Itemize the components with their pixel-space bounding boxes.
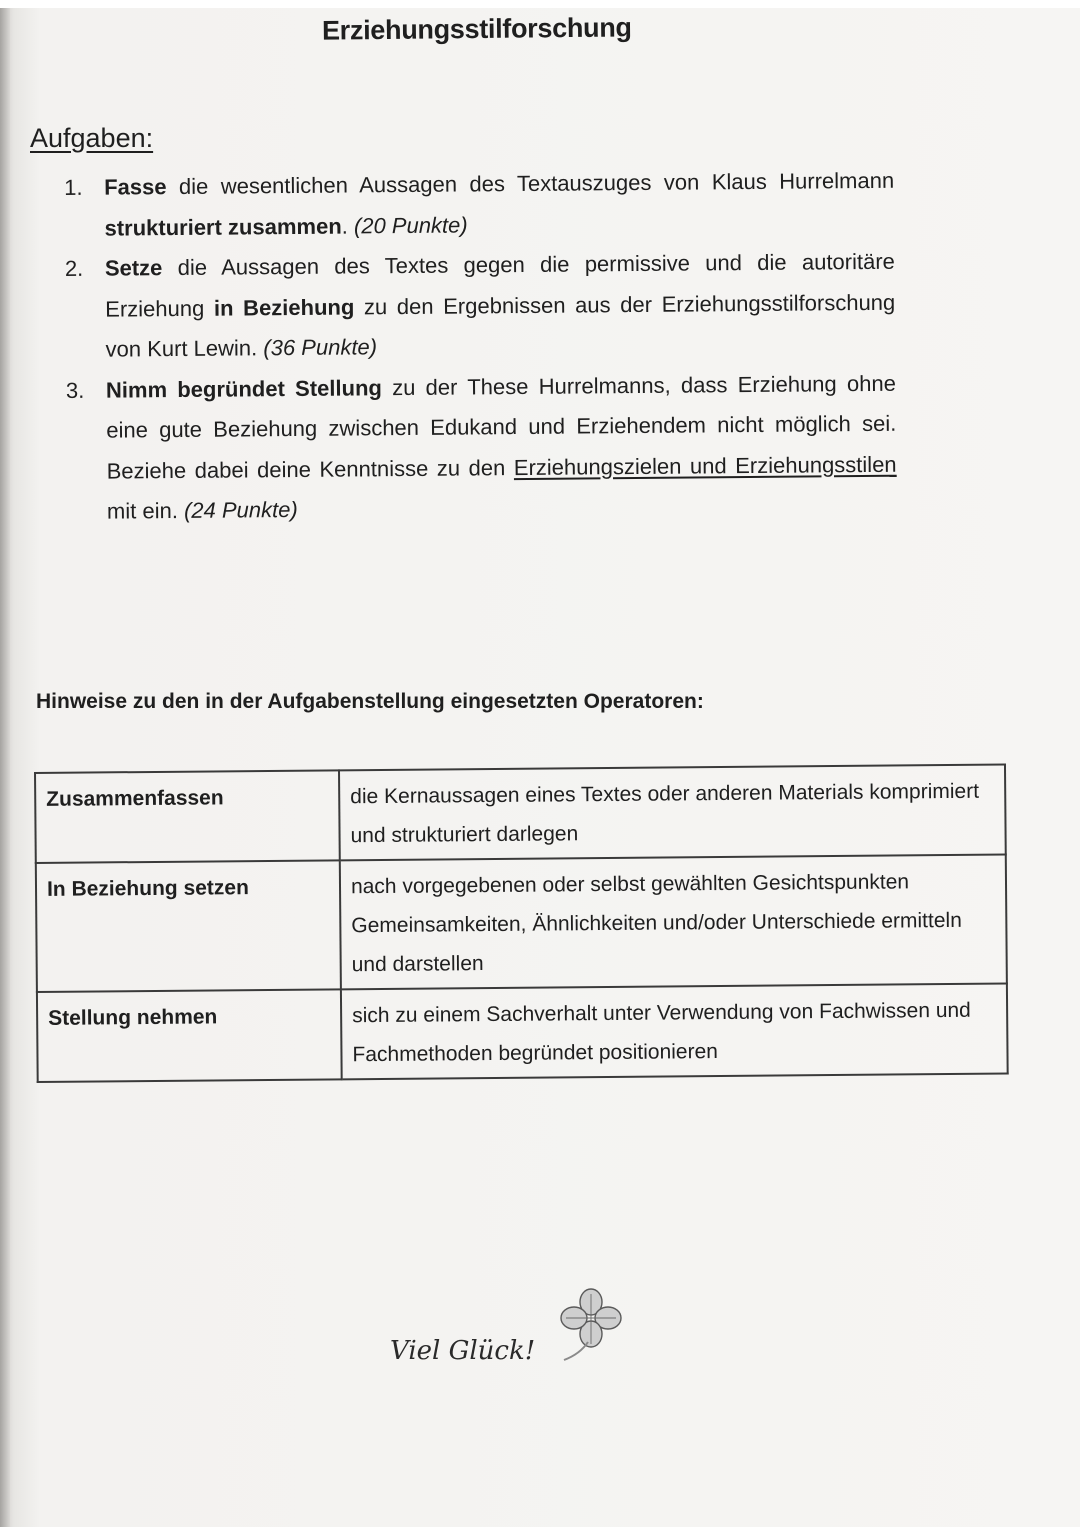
underlined-text: Erziehungszielen und Erziehungsstilen — [513, 451, 897, 480]
four-leaf-clover-icon — [558, 1286, 624, 1366]
closing-text: Viel Glück! — [390, 1336, 536, 1366]
operator-bold: Setze — [104, 255, 163, 281]
task-list — [64, 161, 897, 533]
task-text-segment: mit ein. — [106, 497, 185, 524]
task-number: 3. — [65, 377, 85, 403]
task-number: 1. — [64, 174, 83, 200]
operator-cell: Stellung nehmen — [37, 989, 342, 1082]
tasks-heading: Aufgaben: — [30, 123, 154, 153]
document-title: Erziehungsstilforschung — [321, 12, 632, 46]
operator-bold: strukturiert zusammen — [104, 213, 342, 241]
points-label: (36 Punkte) — [263, 334, 378, 361]
task-text-segment: die Aussagen des Textes gegen die permissive und die autoritäre Erziehung — [105, 248, 895, 322]
task-number: 2. — [64, 255, 84, 281]
task-text — [106, 363, 897, 532]
operator-bold: in Beziehung — [213, 293, 355, 321]
operators-table — [34, 764, 1009, 1083]
table-row — [35, 765, 1006, 863]
task-text — [104, 161, 895, 249]
task-text-segment: zu den Ergebnissen aus der Erziehungsstilforschung von Kurt Lewin. — [105, 289, 896, 362]
task-item-2 — [65, 242, 896, 371]
task-text-segment: die wesentlichen Aussagen des Textauszuges von Klaus Hurrelmann — [166, 167, 895, 200]
operator-cell: Zusammenfassen — [35, 770, 340, 863]
task-text-segment: zu der These Hurrelmanns, dass Erziehung ohne eine gute Beziehung zwischen Edukand und Erziehendem nicht möglich sei. Beziehe dabei deine Kenntnisse zu den — [106, 370, 897, 484]
task-text — [105, 242, 896, 370]
table-row — [37, 984, 1008, 1082]
operators-heading: Hinweise zu den in der Aufgabenstellung eingesetzten Operatoren: — [36, 690, 704, 713]
operator-bold: Fasse — [104, 174, 167, 200]
definition-cell: sich zu einem Sachverhalt unter Verwendung von Fachwissen und Fachmethoden begründet positionieren — [341, 984, 1008, 1080]
definition-cell: nach vorgegebenen oder selbst gewählten Gesichtspunkten Gemeinsamkeiten, Ähnlichkeiten und/oder Unterschiede ermitteln und darstellen — [340, 855, 1007, 990]
task-item-1 — [64, 161, 895, 249]
definition-cell: die Kernaussagen eines Textes oder anderen Materials komprimiert und strukturiert darlegen — [339, 765, 1006, 861]
operator-cell: In Beziehung setzen — [36, 860, 341, 992]
points-label: (24 Punkte) — [183, 496, 298, 523]
operator-bold: Nimm begründet Stellung — [105, 374, 382, 403]
task-text-segment: . — [341, 212, 355, 239]
scan-shadow — [0, 0, 10, 1527]
scan-edge — [0, 0, 1080, 8]
points-label: (20 Punkte) — [353, 211, 468, 238]
table-row — [36, 855, 1007, 992]
task-item-3 — [66, 363, 897, 532]
